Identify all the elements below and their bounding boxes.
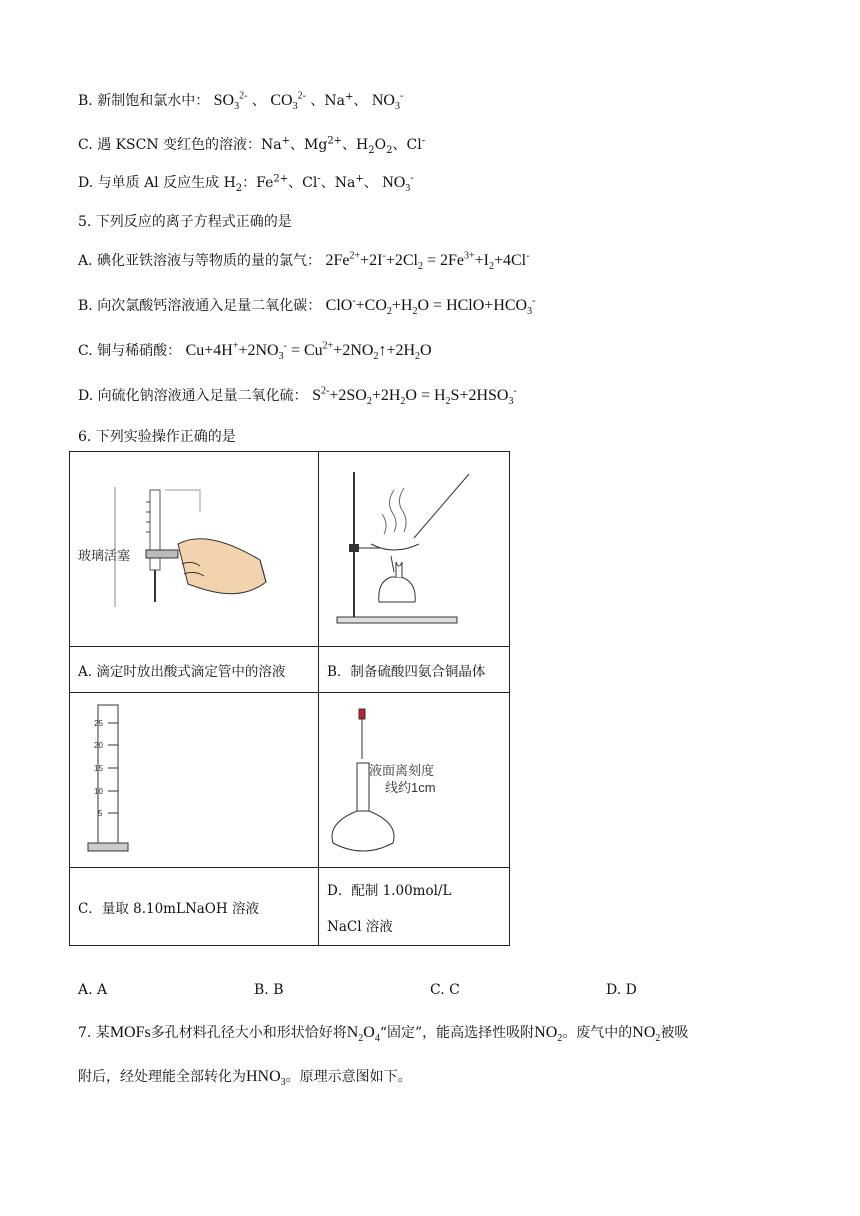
q4-option-b: B. 新制饱和氯水中： $SO_3^{2-}$ 、 $CO_3^{2-}$ 、Na+、 $NO_3^-$ xyxy=(78,90,404,113)
formula-so3: $SO_3^{2-}$ xyxy=(213,90,248,113)
cylinder-tick-5: 5 xyxy=(98,809,103,818)
q6-option-c[interactable]: C. C xyxy=(430,982,460,998)
cylinder-tick-25: 25 xyxy=(94,719,103,728)
cell-d-caption-line2: NaCl 溶液 xyxy=(327,918,393,935)
q4-option-c: C. 遇 KSCN 变红色的溶液：Na+、$Mg^{2+}$、$H_2O_2$、Cl- xyxy=(78,135,426,156)
flask-note-1: 液面离刻度 xyxy=(369,763,435,778)
equation-a: $2Fe^{2+}+2I^-+2Cl_2 = 2Fe^{3+}+I_2+4Cl^-$ xyxy=(325,250,530,273)
experiment-table xyxy=(69,451,510,946)
equation-c: $Cu+4H^++2NO_3^-$ = $Cu^{2+}+2NO_2↑+2H_2O$ xyxy=(185,340,432,363)
q7-line1: 7. 某MOFs多孔材料孔径大小和形状恰好将$N_2O_4“$固定”，能高选择性吸附$NO_2$。废气中的$NO_2$被吸 xyxy=(78,1024,689,1045)
q5-option-c: C. 铜与稀硝酸： $Cu+4H^++2NO_3^-$ = $Cu^{2+}+2NO_2↑+2H_2O$ xyxy=(78,340,432,363)
stopcock-label: 玻璃活塞 xyxy=(78,548,131,563)
cylinder-tick-10: 10 xyxy=(94,787,103,796)
cell-d-caption-line1: D．配制 1.00mol/L xyxy=(327,882,452,899)
cell-b-caption: B．制备硫酸四氨合铜晶体 xyxy=(319,647,510,693)
cell-c-caption: C．量取 8.10mLNaOH 溶液 xyxy=(70,868,319,946)
q5-option-d: D. 向硫化钠溶液通入足量二氧化硫： $S^{2-}+2SO_2+2H_2O = H_2S+2HSO_3^-$ xyxy=(78,385,517,408)
evaporation-illustration xyxy=(319,452,509,642)
burette-hand-illustration xyxy=(70,452,318,642)
q6-option-d[interactable]: D. D xyxy=(606,982,637,998)
equation-d: $S^{2-}+2SO_2+2H_2O = H_2S+2HSO_3^-$ xyxy=(312,385,517,408)
q7-line2: 附后，经处理能全部转化为$HNO_3$。原理示意图如下。 xyxy=(78,1068,412,1089)
cylinder-tick-20: 20 xyxy=(94,741,103,750)
cell-d-image xyxy=(319,693,510,868)
q6-stem: 6. 下列实验操作正确的是 xyxy=(78,429,236,445)
formula-no3: $NO_3^-$ xyxy=(371,90,404,113)
cell-a-caption: A. 滴定时放出酸式滴定管中的溶液 xyxy=(70,647,319,693)
q6-option-b[interactable]: B. B xyxy=(254,982,284,998)
cell-b-image xyxy=(319,452,510,647)
flask-note-2: 线约1cm xyxy=(385,780,436,795)
q4-option-d: D. 与单质 Al 反应生成 $H_2$：$Fe^{2+}$、Cl-、Na+、 $NO_3^-$ xyxy=(78,172,414,195)
formula-no3-d: $NO_3^-$ xyxy=(382,172,414,195)
equation-b: $ClO^-+CO_2+H_2O$ = $HClO+HCO_3^-$ xyxy=(325,295,536,318)
formula-co3: $CO_3^{2-}$ xyxy=(270,90,306,113)
q6-option-a[interactable]: A. A xyxy=(78,982,108,998)
volumetric-flask-illustration xyxy=(319,693,509,863)
graduated-cylinder-illustration xyxy=(70,693,318,863)
cylinder-tick-15: 15 xyxy=(94,764,103,773)
cell-a-image xyxy=(70,452,319,647)
cell-d-caption xyxy=(319,868,510,946)
q5-option-b: B. 向次氯酸钙溶液通入足量二氧化碳： $ClO^-+CO_2+H_2O$ = $HClO+HCO_3^-$ xyxy=(78,295,536,318)
q5-stem: 5. 下列反应的离子方程式正确的是 xyxy=(78,214,292,230)
q5-option-a: A. 碘化亚铁溶液与等物质的量的氯气： $2Fe^{2+}+2I^-+2Cl_2 = 2Fe^{3+}+I_2+4Cl^-$ xyxy=(78,250,530,273)
cell-c-image xyxy=(70,693,319,868)
